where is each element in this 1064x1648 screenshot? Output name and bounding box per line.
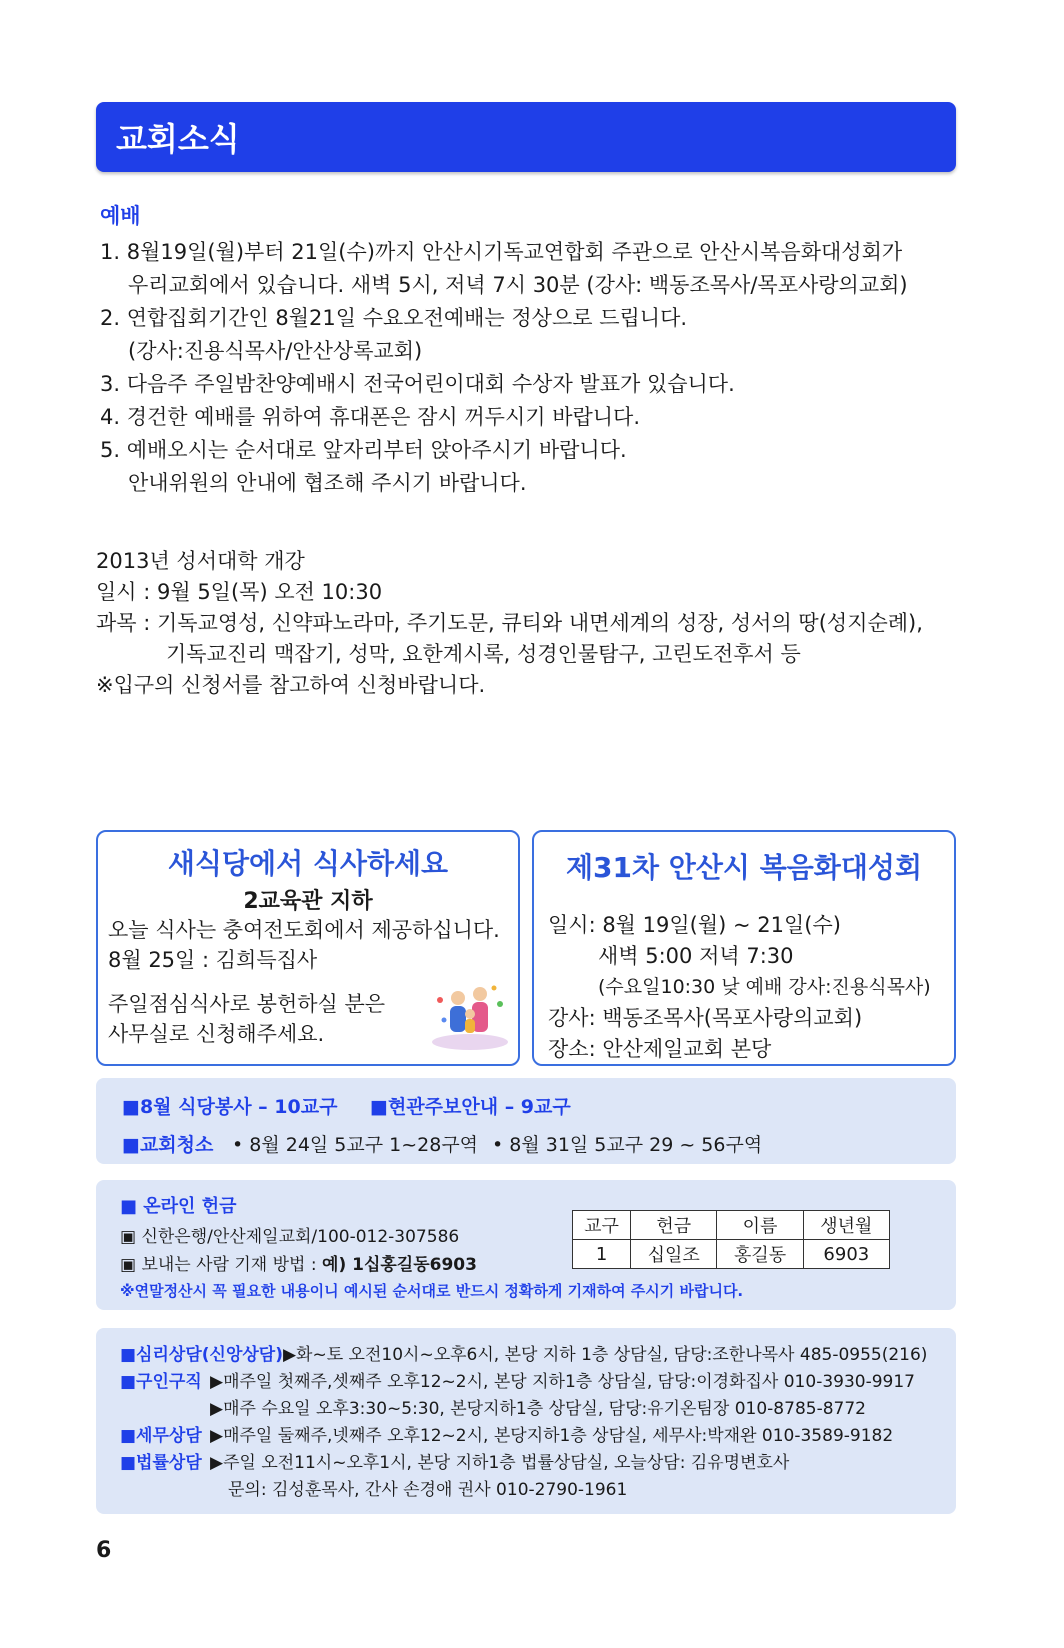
- counsel-text: 문의: 김성훈목사, 간사 손경애 권사 010-2790-1961: [228, 1480, 628, 1500]
- dining-line: 사무실로 신청해주세요.: [108, 1022, 325, 1046]
- counsel-label: ■구인구직: [120, 1372, 202, 1392]
- table-row: [573, 1240, 890, 1269]
- list-item: [120, 1396, 927, 1423]
- dining-service: ■8월 식당봉사 – 10교구: [122, 1096, 338, 1118]
- section-header: [96, 102, 956, 172]
- service-panel: [96, 1078, 956, 1164]
- list-item: [120, 1423, 927, 1450]
- counsel-label: ■심리상담(신앙상담): [120, 1345, 283, 1365]
- worship-line: 3. 다음주 주일밤찬양예배시 전국어린이대회 수상자 발표가 있습니다.: [100, 372, 735, 396]
- bank-account: ▣ 신한은행/안산제일교회/100-012-307586: [120, 1227, 460, 1247]
- worship-line: 안내위원의 안내에 협조해 주시기 바랍니다.: [128, 471, 527, 495]
- worship-line: (강사:진용식목사/안산상록교회): [128, 339, 423, 363]
- counsel-label: ■세무상담: [120, 1426, 202, 1446]
- list-item: [120, 1369, 927, 1396]
- table-row: [573, 1211, 890, 1240]
- table-header-cell: 생년월: [803, 1211, 889, 1240]
- list-item: [120, 1450, 927, 1477]
- worship-line: 4. 경건한 예배를 위하여 휴대폰은 잠시 꺼두시기 바랍니다.: [100, 405, 641, 429]
- counseling-panel: [96, 1328, 956, 1514]
- table-cell: 1: [573, 1240, 631, 1269]
- list-item: [120, 1342, 927, 1369]
- table-header-cell: 이름: [717, 1211, 803, 1240]
- revival-line: 장소: 안산제일교회 본당: [548, 1037, 772, 1061]
- online-label: ■ 온라인 헌금: [120, 1196, 237, 1217]
- list-item: [120, 1477, 927, 1504]
- cleaning-label: ■교회청소: [122, 1134, 214, 1156]
- dining-line: 주일점심식사로 봉헌하실 분은: [108, 992, 386, 1016]
- counsel-label: ■법률상담: [120, 1453, 202, 1473]
- table-cell: 6903: [803, 1240, 889, 1269]
- counsel-text: ▶매주일 첫째주,셋째주 오후12~2시, 본당 지하1층 상담실, 담당:이경화집사 010-3930-9917: [210, 1372, 915, 1392]
- sender-prefix: ▣ 보내는 사람 기재 방법 :: [120, 1255, 323, 1275]
- counseling-list: [120, 1342, 927, 1504]
- worship-label: 예배: [100, 204, 141, 228]
- offering-notice: ※연말정산시 꼭 필요한 내용이니 예시된 순서대로 반드시 정확하게 기재하여 주시기 바랍니다.: [120, 1282, 744, 1300]
- table-header-cell: 교구: [573, 1211, 631, 1240]
- cleaning-item: • 8월 31일 5교구 29 ~ 56구역: [492, 1134, 763, 1156]
- dining-box: [96, 830, 520, 1066]
- dining-title: 새식당에서 식사하세요: [167, 847, 449, 880]
- guide-service: ■현관주보안내 – 9교구: [370, 1096, 571, 1118]
- counsel-text: ▶주일 오전11시~오후1시, 본당 지하1층 법률상담실, 오늘상담: 김유명변호사: [210, 1453, 790, 1473]
- bible-college: [96, 546, 923, 701]
- bible-subjects: 과목 : 기독교영성, 신약파노라마, 주기도문, 큐티와 내면세계의 성장, 성서의 땅(성지순례),: [96, 611, 923, 635]
- revival-line: (수요일10:30 낮 예배 강사:진용식목사): [598, 976, 931, 998]
- counsel-text: ▶화~토 오전10시~오후6시, 본당 지하 1층 상담실, 담당:조한나목사 485-0955(216): [282, 1345, 928, 1365]
- table-cell: 홍길동: [717, 1240, 803, 1269]
- table-header-cell: 헌금: [631, 1211, 717, 1240]
- cleaning-item: • 8월 24일 5교구 1~28구역: [232, 1134, 479, 1156]
- dining-subtitle: 2교육관 지하: [243, 889, 373, 914]
- worship-list: [100, 236, 908, 500]
- dining-line: 오늘 식사는 충여전도회에서 제공하십니다.: [108, 918, 500, 942]
- counsel-text: ▶매주 수요일 오후3:30~5:30, 본당지하1층 상담실, 담당:유기온팀장 010-8785-8772: [210, 1399, 866, 1419]
- online-offering-panel: [96, 1180, 956, 1310]
- family-illustration-icon: [428, 980, 512, 1052]
- page-title: 교회소식: [116, 120, 240, 158]
- table-cell: 십일조: [631, 1240, 717, 1269]
- bible-title: 2013년 성서대학 개강: [96, 549, 305, 573]
- revival-box: [532, 830, 956, 1066]
- bible-date: 일시 : 9월 5일(목) 오전 10:30: [96, 580, 383, 604]
- revival-line: 강사: 백동조목사(목포사랑의교회): [548, 1006, 863, 1030]
- revival-title: 제31차 안산시 복음화대성회: [566, 851, 922, 884]
- dining-line: 8월 25일 : 김희득집사: [108, 948, 318, 972]
- counsel-text: ▶매주일 둘째주,넷째주 오후12~2시, 본당지하1층 상담실, 세무사:박재완 010-3589-9182: [210, 1426, 894, 1446]
- worship-line: 2. 연합집회기간인 8월21일 수요오전예배는 정상으로 드립니다.: [100, 306, 688, 330]
- worship-line: 5. 예배오시는 순서대로 앞자리부터 앉아주시기 바랍니다.: [100, 438, 627, 462]
- sender-method: [120, 1250, 477, 1275]
- page-number: 6: [96, 1538, 112, 1563]
- bible-note: ※입구의 신청서를 참고하여 신청바랍니다.: [96, 673, 486, 697]
- offering-example-table: [572, 1210, 890, 1269]
- revival-line: 일시: 8월 19일(월) ~ 21일(수): [548, 913, 841, 937]
- sender-example: 예) 1십홍길동6903: [322, 1255, 477, 1275]
- revival-line: 새벽 5:00 저녁 7:30: [598, 944, 794, 968]
- worship-line: 우리교회에서 있습니다. 새벽 5시, 저녁 7시 30분 (강사: 백동조목사/목포사랑의교회): [128, 273, 908, 297]
- worship-line: 1. 8월19일(월)부터 21일(수)까지 안산시기독교연합회 주관으로 안산시복음화대성회가: [100, 240, 903, 264]
- bible-subjects-cont: 기독교진리 맥잡기, 성막, 요한계시록, 성경인물탐구, 고린도전후서 등: [166, 642, 801, 666]
